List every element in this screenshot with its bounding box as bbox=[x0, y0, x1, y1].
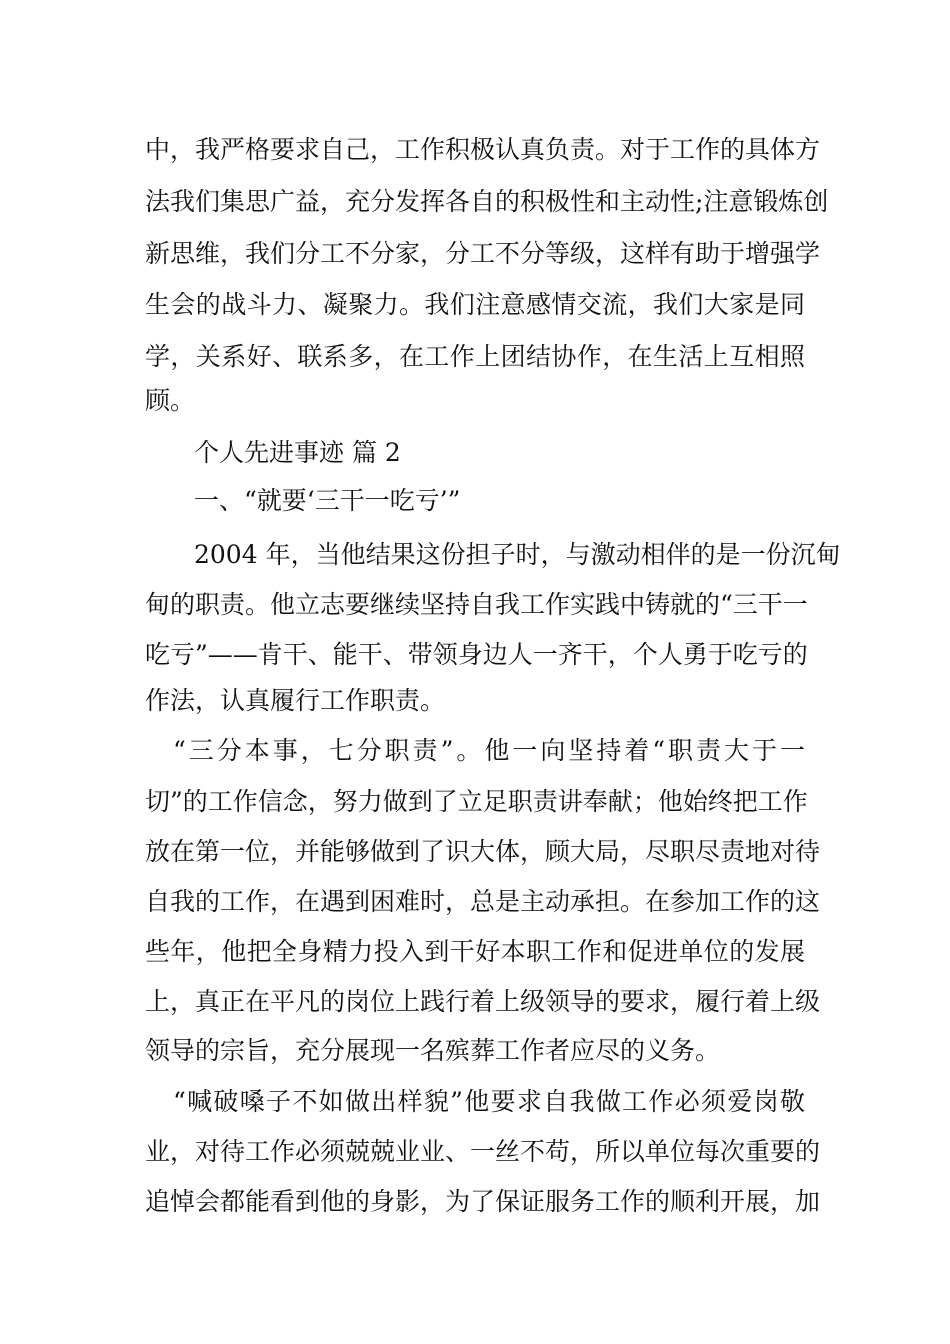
section-subheading: 一、“就要‘三干一吃亏’” bbox=[194, 486, 461, 515]
body-line: 领导的宗旨，充分展现一名殡葬工作者应尽的义务。 bbox=[145, 1036, 721, 1065]
body-line: 中，我严格要求自己，工作积极认真负责。对于工作的具体方 bbox=[145, 135, 821, 164]
body-line: 甸的职责。他立志要继续坚持自我工作实践中铸就的“三干一 bbox=[145, 590, 808, 619]
body-line: 切”的工作信念，努力做到了立足职责讲奉献；他始终把工作 bbox=[145, 787, 808, 816]
body-line: 自我的工作，在遇到困难时，总是主动承担。在参加工作的这 bbox=[145, 887, 821, 916]
body-line: 追悼会都能看到他的身影，为了保证服务工作的顺利开展，加 bbox=[145, 1187, 821, 1216]
body-line: 上，真正在平凡的岗位上践行着上级领导的要求，履行着上级 bbox=[145, 987, 821, 1016]
body-line: 新思维，我们分工不分家，分工不分等级，这样有助于增强学 bbox=[145, 239, 821, 268]
body-line: 作法，认真履行工作职责。 bbox=[145, 686, 446, 715]
body-line: 2004 年，当他结果这份担子时，与激动相伴的是一份沉甸 bbox=[194, 540, 841, 569]
body-line: “三分本事，七分职责”。他一向坚持着“职责大于一 bbox=[173, 736, 805, 765]
body-line: 法我们集思广益，充分发挥各自的积极性和主动性;注意锻炼创 bbox=[145, 187, 829, 216]
body-line: 学，关系好、联系多，在工作上团结协作，在生活上互相照 bbox=[145, 342, 805, 371]
body-line: 放在第一位，并能够做到了识大体，顾大局，尽职尽责地对待 bbox=[145, 837, 821, 866]
section-title: 个人先进事迹 篇 2 bbox=[194, 438, 401, 467]
body-line: 顾。 bbox=[145, 386, 196, 415]
body-line: 业，对待工作必须兢兢业业、一丝不苟，所以单位每次重要的 bbox=[145, 1137, 821, 1166]
body-line: 生会的战斗力、凝聚力。我们注意感情交流，我们大家是同 bbox=[145, 290, 805, 319]
body-line: “喊破嗓子不如做出样貌”他要求自我做工作必须爱岗敬 bbox=[173, 1087, 805, 1116]
body-line: 吃亏”——肯干、能干、带领身边人一齐干，个人勇于吃亏的 bbox=[145, 640, 808, 669]
body-line: 些年，他把全身精力投入到干好本职工作和促进单位的发展 bbox=[145, 937, 805, 966]
